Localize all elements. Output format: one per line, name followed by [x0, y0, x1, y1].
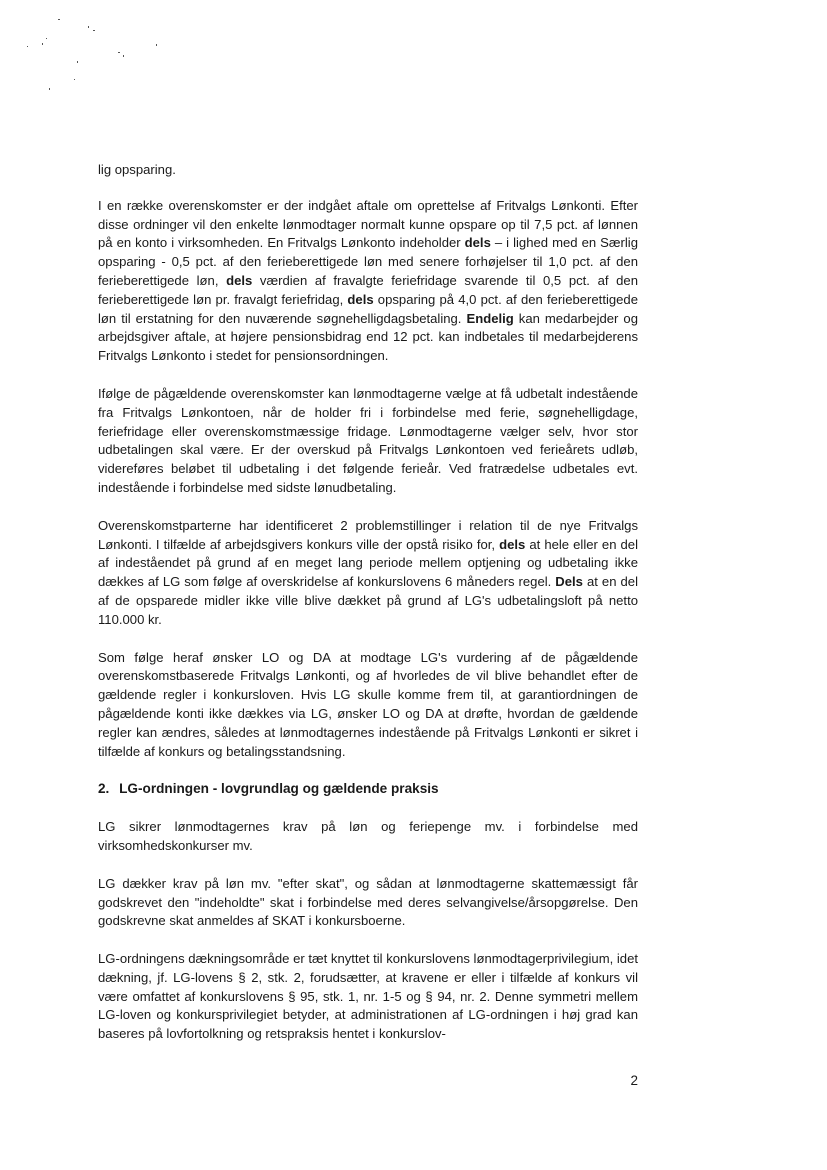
paragraph-continuation — [98, 161, 638, 180]
paragraph-text: Som følge heraf ønsker LO og DA at modtage LG's vurdering af de pågældende overenskomstbaserede Fritvalgs Lønkonti, og af hvorledes de vil blive behandlet efter de gældende regler i konkursloven. Hvis LG skulle komme frem til, at garantiordningen de pågældende konti ikke dækkes via LG, ønsker LO og DA at drøfte, hvordan de gældende regler kan ændres, således at lønmodtagernes indestående på Fritvalgs Lønkonti er sikret i tilfælde af konkurs og betalingsstandsning. — [98, 649, 638, 759]
emphasis-text: dels — [226, 272, 253, 288]
paragraph-text: værdien af fravalgte feriefridage svarende til 0,5 pct. af den ferieberettigede løn pr. fravalgt feriefridag, — [98, 272, 638, 307]
document-body — [98, 161, 638, 1063]
paragraph-fritvalgs-loenkonti — [98, 197, 638, 366]
section-number: 2. — [98, 781, 110, 797]
emphasis-text: Endelig — [466, 310, 514, 326]
paragraph-udbetaling — [98, 385, 638, 498]
page-number: 2 — [630, 1073, 638, 1088]
paragraph-lo-da-vurdering — [98, 649, 638, 762]
emphasis-text: dels — [347, 291, 374, 307]
paragraph-text: – i lighed med en Særlig opsparing - 0,5 pct. af den ferieberettigede løn med senere forhøjelser til 1,0 pct. af den ferieberettigede løn, — [98, 235, 638, 288]
paragraph-text: Ifølge de pågældende overenskomster kan lønmodtagerne vælge at få udbetalt indestående fra Fritvalgs Lønkontoen, når de holder fri i forbindelse med ferie, søgnehelligdage, feriefridage eller overenskomstmæssige fridage. Lønmodtagerne vælger selv, hvor stor udbetalingen skal være. Er der overskud på Fritvalgs Lønkontoen ved ferieårets udløb, videreføres beløbet til udbetaling i det følgende ferieår. Ved fratrædelse udbetales evt. indestående i forbindelse med sidste lønudbetaling. — [98, 385, 638, 495]
section-heading — [98, 780, 638, 799]
paragraph-text: at en del af de opsparede midler ikke ville blive dækket på grund af LG's udbetalingsloft på netto 110.000 kr. — [98, 574, 638, 627]
section-title: LG-ordningen - lovgrundlag og gældende praksis — [119, 781, 439, 797]
paragraph-text: at hele eller en del af indeståendet på grund af en meget lang periode mellem optjening og udbetaling ikke dækkes af LG som følge af overskridelse af konkurslovens 6 måneders regel. — [98, 536, 638, 590]
paragraph-daekningsomraade: LG-ordningens dækningsområde er tæt knyttet til konkurslovens lønmodtagerprivilegium, idet dækning, jf. LG-lovens § 2, stk. 2, forudsætter, at kravene er eller i tilfælde af konkurs vil være omfattet af konkurslovens § 95, stk. 1, nr. 1-5 og § 94, nr. 2. Denne symmetri mellem LG-loven og konkursprivilegiet betyder, at administrationen af LG-ordningen i høj grad kan baseres på lovfortolkning og retspraksis hentet i konkurslov- — [98, 951, 639, 1042]
paragraph-text: Overenskomstparterne har identificeret 2 problemstillinger i relation til de nye Fritvalgs Lønkonti. I tilfælde af arbejdsgivers konkurs ville der opstå risiko for, — [98, 517, 638, 552]
emphasis-text: dels — [499, 536, 526, 552]
emphasis-text: Dels — [555, 574, 583, 590]
paragraph-text: kan medarbejder og arbejdsgiver aftale, at højere pensionsbidrag end 12 pct. kan indbetales til medarbejderens Fritvalgs Lønkonto i stedet for pensionsordningen. — [98, 310, 638, 364]
paragraph-text: I en række overenskomster er der indgået aftale om oprettelse af Fritvalgs Lønkonti. Efter disse ordninger vil den enkelte lønmodtager normalt kunne opspare op til 7,5 pct. af lønnen på en konto i virksomheden. En Fritvalgs Lønkonto indeholder — [98, 197, 638, 251]
paragraph-lg-sikrer: LG sikrer lønmodtagernes krav på løn og feriepenge mv. i forbindelse med virksomhedskonkurser mv. — [98, 819, 638, 853]
emphasis-text: dels — [464, 235, 491, 251]
paragraph-text: lig opsparing. — [98, 162, 176, 177]
paragraph-lg-daekker: LG dækker krav på løn mv. "efter skat", og sådan at lønmodtagerne skattemæssigt får godskrevet den "indeholdte" skat i forbindelse med deres selvangivelse/årsopgørelse. Den godskrevne skat anmeldes af SKAT i konkursboerne. — [98, 875, 638, 929]
paragraph-text: opsparing på 4,0 pct. af den ferieberettigede løn til erstatning for den nuværende søgnehelligdagsbetaling. — [98, 291, 638, 326]
scan-specks — [0, 0, 200, 110]
paragraph-problemstillinger — [98, 517, 638, 630]
